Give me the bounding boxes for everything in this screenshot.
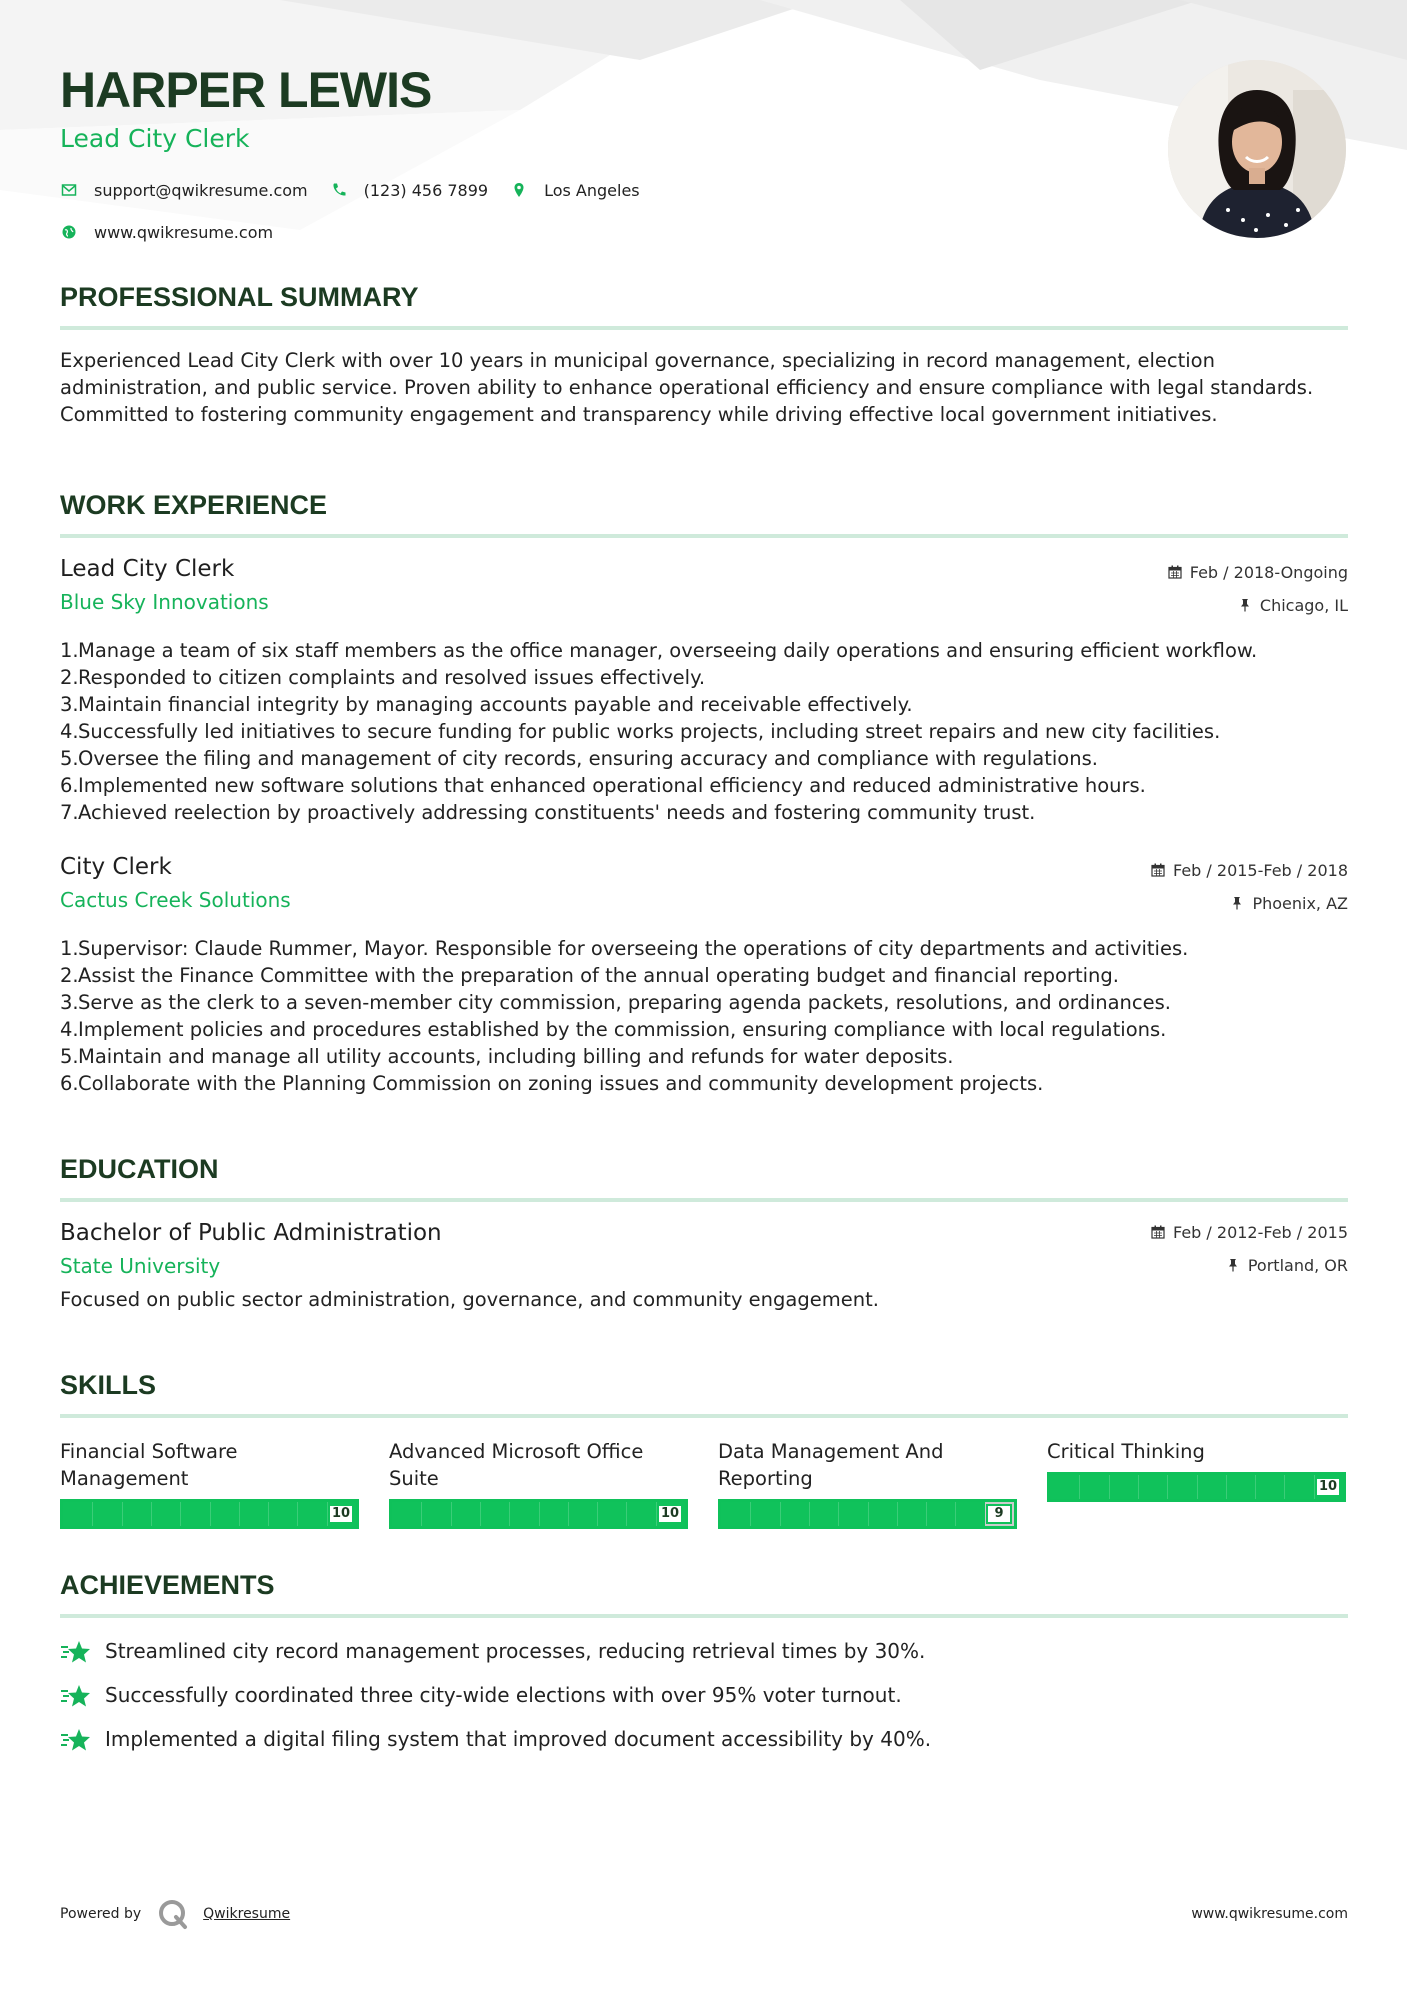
calendar-icon: [1168, 565, 1182, 579]
skill-bar: [389, 1499, 688, 1529]
skill-bar-segment: [210, 1502, 211, 1526]
contact-website[interactable]: [60, 223, 273, 242]
section-divider: [60, 1614, 1348, 1618]
job-dates: [1168, 560, 1348, 584]
list-item: 1. Manage a team of six staff members as the office manager, overseeing daily operations and ensuring efficient workflow.: [60, 639, 1258, 662]
list-item: 2. Assist the Finance Committee with the preparation of the annual operating budget and financial reporting.: [60, 964, 1119, 987]
job-bullets: [60, 935, 1348, 1097]
skill-bar-segment: [926, 1502, 927, 1526]
education-dates: [1151, 1220, 1348, 1244]
degree-name: Bachelor of Public Administration: [60, 1220, 442, 1246]
skills-heading: SKILLS: [60, 1370, 157, 1400]
dates-text: Feb / 2018-Ongoing: [1189, 562, 1348, 582]
skill-level: 9: [986, 1504, 1012, 1524]
list-item: 5. Maintain and manage all utility accounts, including billing and refunds for water deposits.: [60, 1045, 954, 1068]
achievements-heading: ACHIEVEMENTS: [60, 1570, 275, 1600]
achievements-list: [60, 1638, 1348, 1753]
skill-bar-segment: [750, 1502, 751, 1526]
skill-bar-segment: [838, 1502, 839, 1526]
skill-bar: [60, 1499, 359, 1529]
summary-section: [60, 280, 1348, 428]
pin-icon: [1230, 896, 1244, 910]
job-company: Blue Sky Innovations: [60, 590, 269, 614]
skill-bar-segment: [897, 1502, 898, 1526]
education-location: [1151, 1253, 1348, 1277]
list-item: 6. Implemented new software solutions that enhanced operational efficiency and reduced administrative hours.: [60, 774, 1146, 797]
pin-icon: [1226, 1258, 1240, 1272]
skill-bar-fill: [721, 1502, 985, 1526]
skill-bar: [1047, 1472, 1346, 1502]
section-divider: [60, 534, 1348, 538]
skill-bar-segment: [568, 1502, 569, 1526]
job-bullets: [60, 637, 1348, 826]
list-item: 7. Achieved reelection by proactively addressing constituents' needs and fostering community trust.: [60, 801, 1036, 824]
skill-bar-segment: [451, 1502, 452, 1526]
skill-bar-segment: [268, 1502, 269, 1526]
skill-bar-segment: [239, 1502, 240, 1526]
calendar-icon: [1151, 1225, 1165, 1239]
education-heading: EDUCATION: [60, 1154, 219, 1184]
envelope-icon: [60, 181, 78, 199]
skill-bar-segment: [180, 1502, 181, 1526]
skill-bar-segment: [626, 1502, 627, 1526]
contact-location: [510, 181, 640, 200]
website-text: www.qwikresume.com: [94, 222, 274, 242]
skill-name: Data Management And Reporting: [718, 1440, 944, 1490]
skill-level: 10: [657, 1504, 683, 1524]
skill-item: [718, 1438, 1017, 1529]
skill-bar-segment: [1167, 1475, 1168, 1499]
skill-level: 10: [328, 1504, 354, 1524]
achievement-item: [60, 1682, 1348, 1709]
location-text: Chicago, IL: [1259, 595, 1348, 615]
job-company: Cactus Creek Solutions: [60, 888, 291, 912]
skill-bar-segment: [1255, 1475, 1256, 1499]
skill-bar-segment: [868, 1502, 869, 1526]
skills-section: [60, 1368, 1348, 1529]
skill-name: Financial Software Management: [60, 1440, 238, 1490]
job-role: Lead City Clerk: [60, 556, 235, 582]
section-divider: [60, 326, 1348, 330]
dates-text: Feb / 2015-Feb / 2018: [1173, 860, 1348, 880]
powered-by-label: Powered by: [60, 1906, 142, 1922]
skills-grid: [60, 1438, 1348, 1529]
skill-item: [60, 1438, 359, 1529]
skill-bar: [718, 1499, 1017, 1529]
star-icon: [60, 1727, 92, 1753]
list-item: 4. Implement policies and procedures established by the commission, ensuring compliance with local regulations.: [60, 1018, 1167, 1041]
map-pin-icon: [510, 181, 528, 199]
skill-bar-segment: [509, 1502, 510, 1526]
education-entry: [60, 1218, 1348, 1313]
list-item: 3. Maintain financial integrity by managing accounts payable and receivable effectively.: [60, 693, 913, 716]
experience-heading: WORK EXPERIENCE: [60, 490, 328, 520]
skill-item: [389, 1438, 688, 1529]
contact-email[interactable]: [60, 181, 308, 200]
job-location: [1151, 891, 1348, 915]
skill-bar-segment: [539, 1502, 540, 1526]
skill-bar-segment: [122, 1502, 123, 1526]
skill-bar-segment: [297, 1502, 298, 1526]
job-location: [1168, 593, 1348, 617]
list-item: 6. Collaborate with the Planning Commission on zoning issues and community development projects.: [60, 1072, 1044, 1095]
skill-level: 10: [1315, 1477, 1341, 1497]
job-dates: [1151, 858, 1348, 882]
contact-row-website: [60, 220, 662, 244]
candidate-title: Lead City Clerk: [60, 124, 250, 153]
list-item: 4. Successfully led initiatives to secure funding for public works projects, including street repairs and new city facilities.: [60, 720, 1221, 743]
skill-bar-segment: [1197, 1475, 1198, 1499]
phone-icon: [330, 181, 348, 199]
contact-phone[interactable]: [330, 181, 488, 200]
star-icon: [60, 1683, 92, 1709]
skill-bar-segment: [1138, 1475, 1139, 1499]
qwikresume-logo-icon: [157, 1898, 189, 1930]
summary-heading: PROFESSIONAL SUMMARY: [60, 282, 419, 312]
globe-icon: [60, 223, 78, 241]
achievement-text: Successfully coordinated three city-wide elections with over 95% voter turnout.: [105, 1683, 902, 1707]
skill-name: Advanced Microsoft Office Suite: [389, 1440, 644, 1490]
education-description: Focused on public sector administration, governance, and community engagement.: [60, 1288, 879, 1311]
achievement-text: Streamlined city record management processes, reducing retrieval times by 30%.: [105, 1639, 926, 1663]
contact-row: [60, 178, 662, 202]
powered-by: [60, 1898, 290, 1930]
location-text: Portland, OR: [1247, 1255, 1348, 1275]
list-item: 2. Responded to citizen complaints and resolved issues effectively.: [60, 666, 706, 689]
location-text: Phoenix, AZ: [1252, 893, 1348, 913]
pin-icon: [1238, 598, 1252, 612]
education-section: [60, 1152, 1348, 1313]
skill-bar-segment: [92, 1502, 93, 1526]
list-item: 5. Oversee the filing and management of city records, ensuring accuracy and compliance with regulations.: [60, 747, 1098, 770]
achievement-item: [60, 1726, 1348, 1753]
achievement-text: Implemented a digital filing system that improved document accessibility by 40%.: [105, 1727, 932, 1751]
footer-website[interactable]: www.qwikresume.com: [1191, 1906, 1348, 1922]
skill-bar-segment: [955, 1502, 956, 1526]
skill-bar-segment: [1109, 1475, 1110, 1499]
list-item: 1. Supervisor: Claude Rummer, Mayor. Responsible for overseeing the operations of city departments and activities.: [60, 937, 1189, 960]
skill-bar-segment: [151, 1502, 152, 1526]
achievements-section: [60, 1568, 1348, 1753]
skill-bar-segment: [1226, 1475, 1227, 1499]
job-entry: [60, 554, 1348, 826]
phone-text: (123) 456 7899: [363, 180, 489, 200]
skill-bar-segment: [597, 1502, 598, 1526]
skill-bar-segment: [1284, 1475, 1285, 1499]
section-divider: [60, 1198, 1348, 1202]
dates-text: Feb / 2012-Feb / 2015: [1173, 1222, 1348, 1242]
skill-bar-segment: [421, 1502, 422, 1526]
skill-bar-segment: [809, 1502, 810, 1526]
job-role: City Clerk: [60, 854, 172, 880]
summary-text: Experienced Lead City Clerk with over 10 years in municipal governance, specializing in record management, election administration, and public service. Proven ability to enhance operational efficiency and ensure compliance with legal standards. Committed to fostering community engagement and transparency while driving effective local government initiatives.: [60, 349, 1314, 426]
star-icon: [60, 1639, 92, 1665]
school-name: State University: [60, 1254, 221, 1278]
calendar-icon: [1151, 863, 1165, 877]
email-text: support@qwikresume.com: [94, 180, 308, 200]
section-divider: [60, 1414, 1348, 1418]
candidate-name: HARPER LEWIS: [60, 62, 432, 118]
location-text: Los Angeles: [544, 180, 640, 200]
job-entry: [60, 852, 1348, 1097]
list-item: 3. Serve as the clerk to a seven-member city commission, preparing agenda packets, resolutions, and ordinances.: [60, 991, 1171, 1014]
skill-bar-segment: [480, 1502, 481, 1526]
skill-item: [1047, 1438, 1346, 1529]
achievement-item: [60, 1638, 1348, 1665]
experience-section: [60, 488, 1348, 1097]
page-footer: [60, 1898, 1348, 1930]
skill-name: Critical Thinking: [1047, 1440, 1205, 1463]
resume-header: [60, 58, 662, 244]
skill-bar-segment: [1079, 1475, 1080, 1499]
profile-photo: [1168, 60, 1346, 238]
qwikresume-link[interactable]: Qwikresume: [203, 1906, 291, 1922]
skill-bar-segment: [780, 1502, 781, 1526]
